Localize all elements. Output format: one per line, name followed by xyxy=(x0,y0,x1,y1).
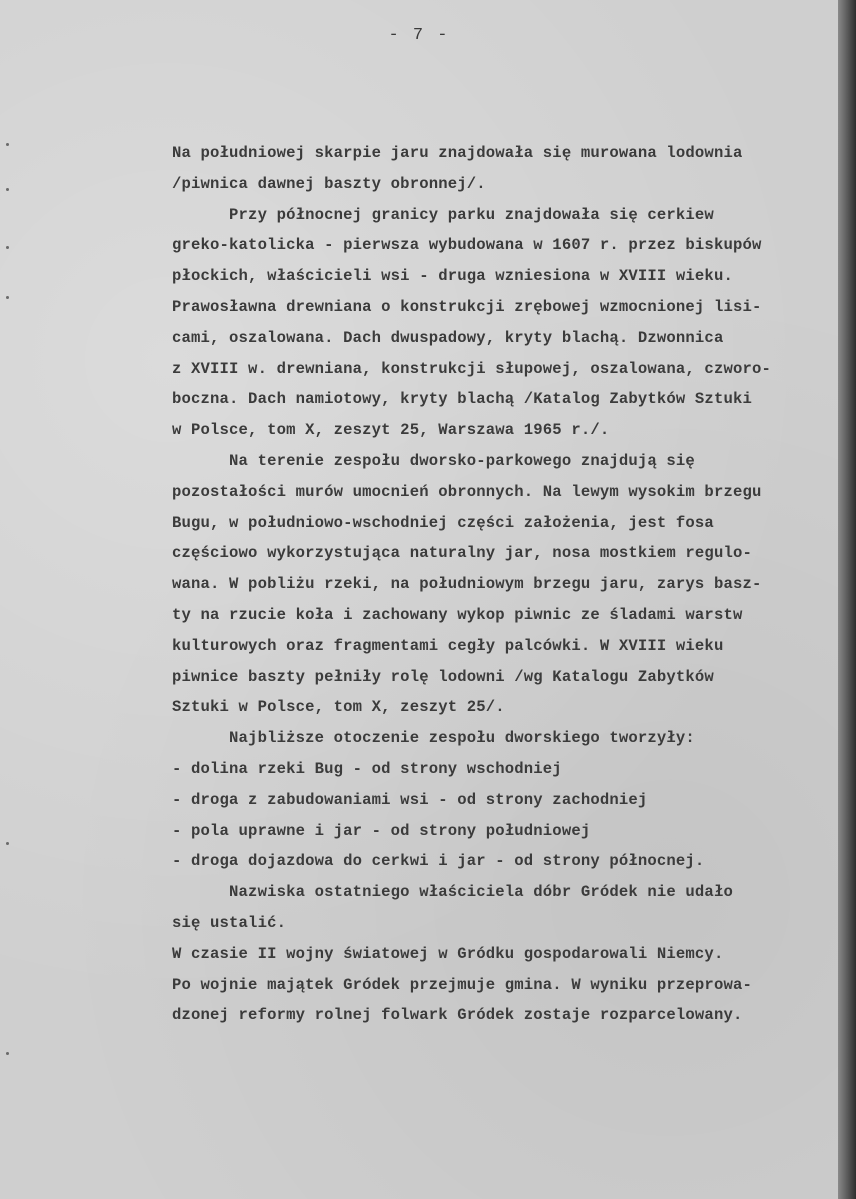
text-line: się ustalić. xyxy=(172,913,287,932)
text-line: - pola uprawne i jar - od strony południowej xyxy=(172,821,591,840)
text-line: częściowo wykorzystująca naturalny jar, nosa mostkiem regulo- xyxy=(172,544,752,563)
text-line: Sztuki w Polsce, tom X, zeszyt 25/. xyxy=(172,698,505,717)
text-line: dzonej reformy rolnej folwark Gródek zostaje rozparcelowany. xyxy=(172,1006,743,1025)
text-line: boczna. Dach namiotowy, kryty blachą /Katalog Zabytków Sztuki xyxy=(172,390,752,409)
text-line: Na terenie zespołu dworsko-parkowego znajdują się xyxy=(172,451,695,470)
text-line: Po wojnie majątek Gródek przejmuje gmina. W wyniku przeprowa- xyxy=(172,975,752,994)
text-line: kulturowych oraz fragmentami cegły palcówki. W XVIII wieku xyxy=(172,636,724,655)
text-line: Na południowej skarpie jaru znajdowała się murowana lodownia xyxy=(172,144,743,162)
text-line: - droga dojazdowa do cerkwi i jar - od strony północnej. xyxy=(172,852,705,871)
text-line: ty na rzucie koła i zachowany wykop piwnic ze śladami warstw xyxy=(172,605,743,624)
text-line: piwnice baszty pełniły rolę lodowni /wg Katalogu Zabytków xyxy=(172,667,714,686)
margin-mark xyxy=(6,296,9,299)
text-line: - dolina rzeki Bug - od strony wschodniej xyxy=(172,759,562,778)
text-line: płockich, właścicieli wsi - druga wzniesiona w XVIII wieku. xyxy=(172,267,733,286)
margin-mark xyxy=(6,188,9,191)
text-line: W czasie II wojny światowej w Gródku gospodarowali Niemcy. xyxy=(172,944,724,963)
text-line: w Polsce, tom X, zeszyt 25, Warszawa 1965 r./. xyxy=(172,421,610,440)
text-line: Prawosławna drewniana o konstrukcji zrębowej wzmocnionej lisi- xyxy=(172,297,762,316)
margin-mark xyxy=(6,246,9,249)
text-line: Przy północnej granicy parku znajdowała się cerkiew xyxy=(172,205,714,224)
text-line: pozostałości murów umocnień obronnych. Na lewym wysokim brzegu xyxy=(172,482,762,501)
typewritten-text xyxy=(172,138,822,1031)
text-line: Nazwiska ostatniego właściciela dóbr Gródek nie udało xyxy=(172,883,733,902)
margin-mark xyxy=(6,1052,9,1055)
scan-edge xyxy=(838,0,856,1199)
margin-mark xyxy=(6,143,9,146)
text-line: - droga z zabudowaniami wsi - od strony zachodniej xyxy=(172,790,648,809)
margin-mark xyxy=(6,842,9,845)
text-line: cami, oszalowana. Dach dwuspadowy, kryty blachą. Dzwonnica xyxy=(172,328,724,347)
text-line: z XVIII w. drewniana, konstrukcji słupowej, oszalowana, czworo- xyxy=(172,359,771,378)
text-line: wana. W pobliżu rzeki, na południowym brzegu jaru, zarys basz- xyxy=(172,575,762,594)
text-line: greko-katolicka - pierwsza wybudowana w 1607 r. przez biskupów xyxy=(172,236,762,255)
text-line: Bugu, w południowo-wschodniej części założenia, jest fosa xyxy=(172,513,714,532)
text-line: /piwnica dawnej baszty obronnej/. xyxy=(172,174,486,193)
text-line: Najbliższe otoczenie zespołu dworskiego tworzyły: xyxy=(172,729,695,748)
page-number: - 7 - xyxy=(388,26,450,45)
